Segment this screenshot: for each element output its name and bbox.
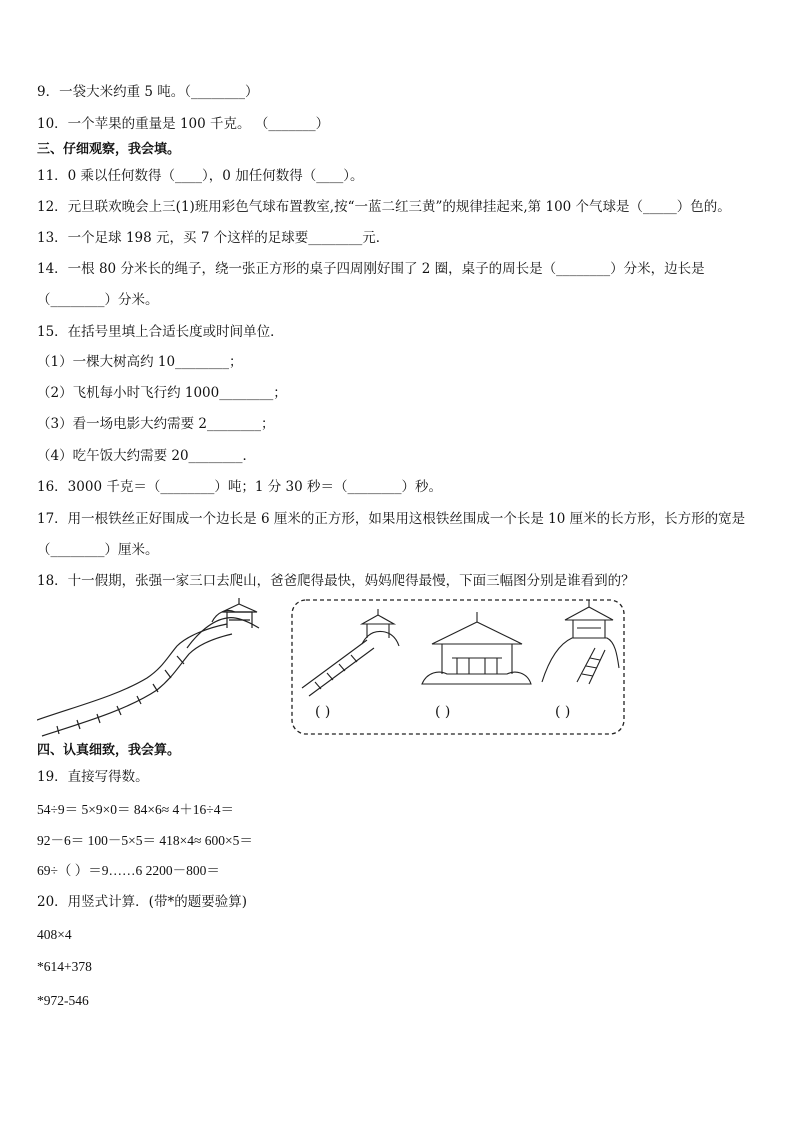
- vertical-calc-1: 408×4: [37, 927, 72, 942]
- question-20: 20．用竖式计算．(带*的题要验算): [37, 894, 247, 910]
- answer-blank-2[interactable]: ( ): [435, 704, 451, 720]
- question-9: 9．一袋大米约重 5 吨。（________）: [37, 84, 259, 100]
- question-14-line2: （________）分米。: [37, 292, 159, 308]
- vertical-calc-3: *972-546: [37, 993, 89, 1008]
- question-11: 11．0 乘以任何数得（____），0 加任何数得（____）。: [37, 168, 364, 184]
- question-16: 16．3000 千克＝（________）吨；1 分 30 秒＝（________）秒。: [37, 479, 442, 495]
- view-1-illustration: [302, 609, 399, 696]
- mountain-pavilion-figure: [37, 598, 627, 738]
- calc-row-2: 92－6＝ 100－5×5＝ 418×4≈ 600×5＝: [37, 833, 253, 848]
- view-3-illustration: [542, 600, 619, 684]
- question-15: 15．在括号里填上合适长度或时间单位．: [37, 324, 284, 340]
- calc-row-1: 54÷9＝ 5×9×0＝ 84×6≈ 4＋16÷4＝: [37, 802, 234, 817]
- question-13: 13．一个足球 198 元，买 7 个这样的足球要________元．: [37, 230, 390, 246]
- answer-blank-3[interactable]: ( ): [555, 704, 571, 720]
- question-10: 10．一个苹果的重量是 100 千克。 （_______）: [37, 116, 330, 132]
- question-17-line2: （________）厘米。: [37, 542, 159, 558]
- question-15-item-2: （2）飞机每小时飞行约 1000________；: [37, 385, 287, 401]
- question-17-line1: 17．用一根铁丝正好围成一个边长是 6 厘米的正方形，如果用这根铁丝围成一个长是 10 厘米的长方形，长方形的宽是: [37, 511, 746, 527]
- question-15-item-3: （3）看一场电影大约需要 2________；: [37, 416, 275, 432]
- question-12: 12．元旦联欢晚会上三(1)班用彩色气球布置教室,按“一蓝二红三黄”的规律挂起来,第 100 个气球是（_____）色的。: [37, 199, 731, 215]
- question-14-line1: 14．一根 80 分米长的绳子，绕一张正方形的桌子四周刚好围了 2 圈，桌子的周长是（________）分米，边长是: [37, 261, 705, 277]
- view-2-illustration: [422, 612, 531, 684]
- section-3-heading: 三、仔细观察，我会填。: [37, 142, 181, 157]
- vertical-calc-2: *614+378: [37, 959, 92, 974]
- calc-row-3: 69÷（ ）＝9……6 2200－800＝: [37, 863, 220, 878]
- answer-blank-1[interactable]: ( ): [315, 704, 331, 720]
- section-4-heading: 四、认真细致，我会算。: [37, 743, 181, 758]
- mountain-figure-svg: [37, 598, 627, 738]
- question-19: 19．直接写得数。: [37, 769, 149, 785]
- question-15-item-1: （1）一棵大树高约 10________；: [37, 354, 243, 370]
- mountain-path-illustration: [37, 598, 259, 736]
- question-15-item-4: （4）吃午饭大约需要 20________．: [37, 448, 257, 464]
- question-18: 18．十一假期，张强一家三口去爬山，爸爸爬得最快，妈妈爬得最慢，下面三幅图分别是谁看到的？: [37, 573, 635, 589]
